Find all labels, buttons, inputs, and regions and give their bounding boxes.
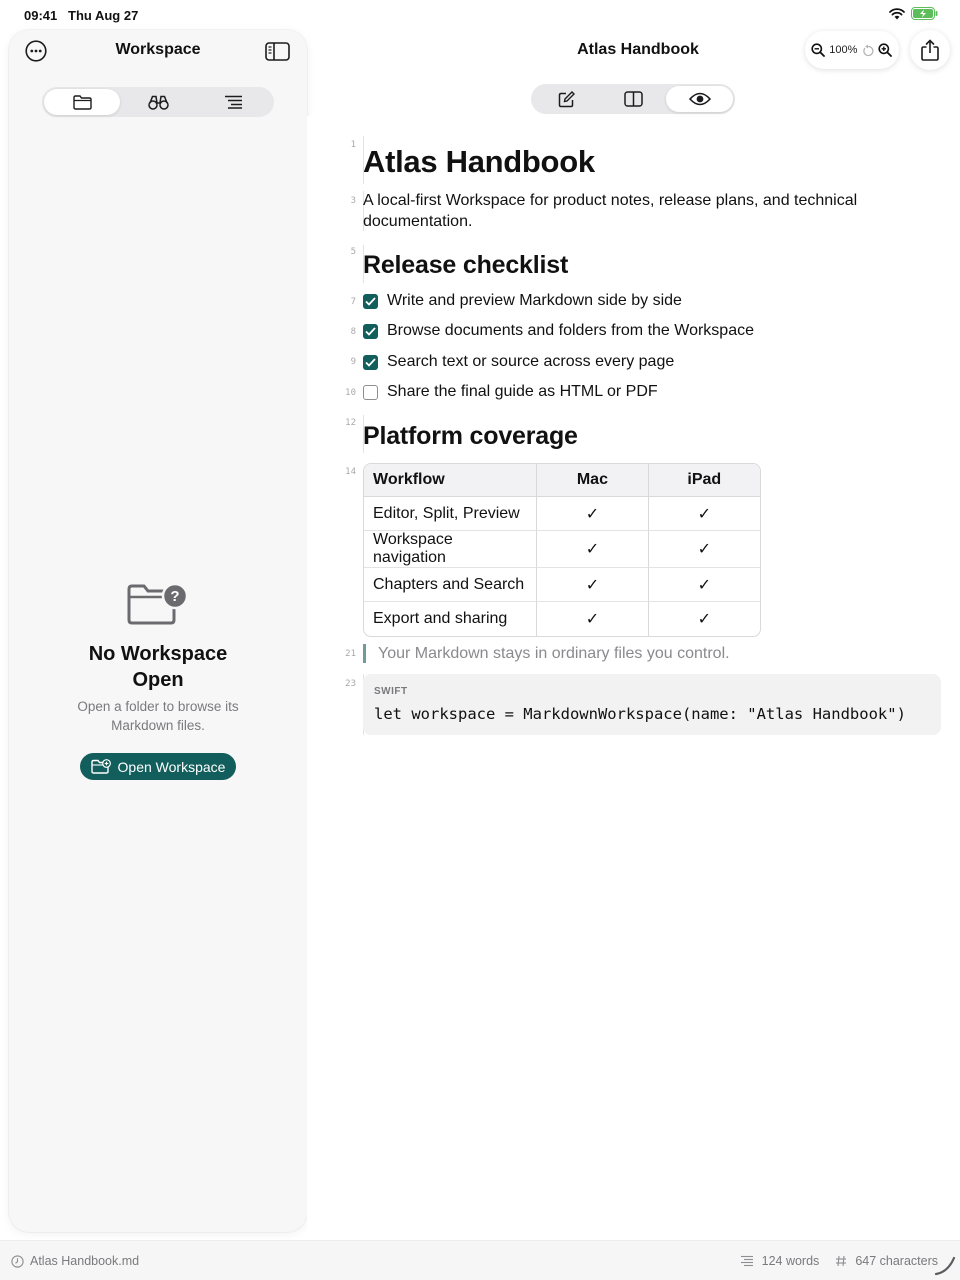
- text-lines-icon: [740, 1255, 754, 1267]
- document-title: Atlas Handbook: [577, 41, 699, 58]
- wifi-icon: [889, 8, 905, 20]
- column-header: Mac: [537, 464, 648, 497]
- table-header-row: [364, 464, 760, 497]
- table-row: [364, 531, 760, 568]
- file-name: Atlas Handbook.md: [30, 1254, 140, 1268]
- zoom-out-icon: [811, 43, 825, 57]
- empty-state-subtitle: Open a folder to browse its Markdown files.: [77, 699, 239, 733]
- character-count-label: 647 characters: [855, 1254, 938, 1268]
- view-mode-segment: [531, 84, 735, 114]
- table-cell: ✓: [537, 568, 648, 602]
- number-sign-icon: [835, 1255, 847, 1267]
- sidebar-title: Workspace: [115, 41, 201, 58]
- mode-editor[interactable]: [533, 86, 600, 112]
- task-checkbox-checked[interactable]: [363, 324, 378, 339]
- share-button[interactable]: [910, 30, 950, 70]
- checkmark-icon: [365, 327, 376, 336]
- table-cell: Chapters and Search: [364, 568, 537, 602]
- line-number: 12: [345, 418, 356, 428]
- checkmark-icon: [365, 297, 376, 306]
- zoom-in-icon: [878, 43, 892, 57]
- share-icon: [921, 39, 939, 61]
- zoom-control: [805, 31, 899, 69]
- tab-files[interactable]: [44, 89, 120, 115]
- table-cell: ✓: [537, 602, 648, 636]
- line-number: 21: [345, 649, 356, 659]
- zoom-in-button[interactable]: [878, 43, 892, 57]
- split-view-icon: [624, 91, 643, 107]
- reset-icon: [862, 44, 874, 57]
- mode-split[interactable]: [600, 86, 667, 112]
- table-cell: ✓: [537, 531, 648, 568]
- document-stats: [740, 1254, 938, 1268]
- folder-question-icon: [127, 583, 189, 627]
- task-item: [363, 291, 682, 311]
- binoculars-icon: [148, 95, 169, 110]
- mode-preview[interactable]: [666, 86, 733, 112]
- tab-outline[interactable]: [196, 89, 272, 115]
- task-checkbox-unchecked[interactable]: [363, 385, 378, 400]
- line-number: 7: [350, 297, 356, 307]
- table-cell: ✓: [649, 568, 760, 602]
- toggle-sidebar-button[interactable]: [264, 39, 290, 63]
- zoom-out-button[interactable]: [811, 43, 825, 57]
- status-date: Thu Aug 27: [68, 8, 139, 23]
- table-row: [364, 568, 760, 602]
- task-item: [363, 352, 674, 372]
- line-number: 5: [350, 247, 356, 257]
- code-block: [363, 674, 941, 735]
- task-text: Search text or source across every page: [387, 353, 675, 370]
- line-number: 23: [345, 679, 356, 689]
- status-footer: [0, 1240, 960, 1280]
- table-cell: Workspace navigation: [364, 531, 537, 568]
- table-cell: ✓: [649, 497, 760, 531]
- blockquote: Your Markdown stays in ordinary files you control.: [363, 644, 730, 663]
- empty-state-title: No Workspace Open: [88, 643, 228, 691]
- task-item: [363, 321, 754, 341]
- status-icons: [889, 7, 938, 20]
- sidebar: [9, 30, 307, 1232]
- column-header: iPad: [649, 464, 760, 497]
- status-time: 09:41: [24, 8, 58, 23]
- status-bar: [0, 0, 960, 30]
- table-cell: Export and sharing: [364, 602, 537, 636]
- tab-search[interactable]: [120, 89, 196, 115]
- table-cell: Editor, Split, Preview: [364, 497, 537, 531]
- task-checkbox-checked[interactable]: [363, 355, 378, 370]
- folder-icon: [73, 95, 92, 110]
- open-workspace-button[interactable]: [80, 753, 237, 780]
- resize-handle-icon[interactable]: [934, 1254, 956, 1276]
- task-checkbox-checked[interactable]: [363, 294, 378, 309]
- word-count: [740, 1254, 820, 1268]
- table-row: [364, 497, 760, 531]
- outline-list-icon: [224, 95, 244, 109]
- intro-paragraph: A local-first Workspace for product notes, release plans, and technical documentation.: [363, 192, 858, 230]
- line-number: 10: [345, 388, 356, 398]
- character-count: [835, 1254, 938, 1268]
- line-number: 3: [350, 196, 356, 206]
- line-number: 9: [350, 357, 356, 367]
- table-cell: ✓: [537, 497, 648, 531]
- line-number: 1: [350, 140, 356, 150]
- line-number: 14: [345, 467, 356, 477]
- reset-zoom-button[interactable]: [862, 44, 874, 57]
- empty-state: [9, 583, 307, 780]
- battery-charging-icon: [911, 7, 938, 20]
- file-info: [11, 1254, 139, 1268]
- coverage-heading: Platform coverage: [363, 422, 578, 450]
- open-workspace-label: Open Workspace: [117, 758, 226, 775]
- task-text: Write and preview Markdown side by side: [387, 292, 682, 309]
- code-language-label: SWIFT: [374, 686, 408, 697]
- coverage-table: [363, 463, 761, 637]
- svg-text:?: ?: [170, 588, 180, 605]
- document-heading: Atlas Handbook: [363, 144, 595, 179]
- task-item: [363, 382, 658, 402]
- folder-badge-plus-icon: [91, 759, 111, 774]
- table-cell: ✓: [649, 531, 760, 568]
- clock-icon: [11, 1255, 24, 1268]
- code-line: let workspace = MarkdownWorkspace(name: "Atlas Handbook"): [374, 705, 906, 723]
- table-row: [364, 602, 760, 636]
- task-text: Share the final guide as HTML or PDF: [387, 383, 658, 400]
- task-text: Browse documents and folders from the Workspace: [387, 322, 754, 339]
- checkmark-icon: [365, 358, 376, 367]
- column-header: Workflow: [364, 464, 537, 497]
- sidebar-tab-segment: [42, 87, 274, 117]
- word-count-label: 124 words: [761, 1254, 820, 1268]
- zoom-level: 100%: [829, 44, 858, 56]
- eye-icon: [689, 92, 711, 106]
- line-number: 8: [350, 327, 356, 337]
- sidebar-toggle-icon: [265, 42, 290, 61]
- checklist-heading: Release checklist: [363, 251, 569, 279]
- edit-icon: [558, 91, 575, 108]
- table-cell: ✓: [697, 611, 711, 628]
